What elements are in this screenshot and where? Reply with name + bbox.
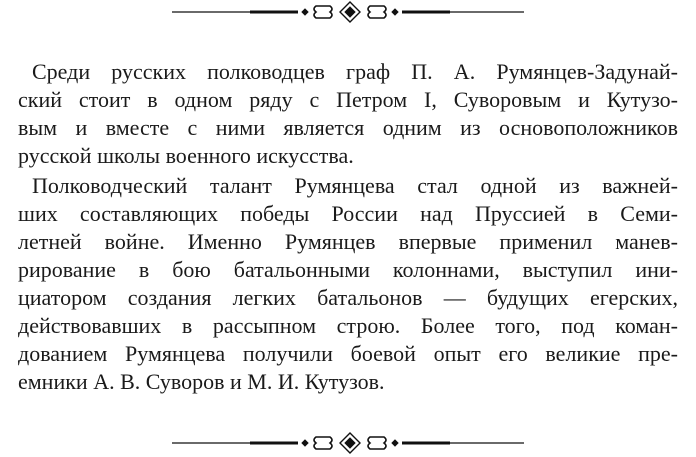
text-line: рирование в бою батальонными колоннами, выступил ини- bbox=[18, 257, 678, 282]
text-line: Среди русских полководцев граф П. А. Румянцев-Задунай- bbox=[32, 59, 678, 84]
paragraph-1 bbox=[18, 58, 678, 170]
text-line: емники А. В. Суворов и М. И. Кутузов. bbox=[18, 369, 385, 394]
text-line: дованием Румянцева получили боевой опыт его великие пре- bbox=[18, 341, 678, 366]
text-line: Полководческий талант Румянцева стал одной из важней- bbox=[32, 173, 678, 198]
top-ornament-divider bbox=[160, 0, 540, 24]
text-line: ский стоит в одном ряду с Петром I, Суворовым и Кутузо- bbox=[18, 87, 678, 112]
text-line: ших составляющих победы России над Пруссией в Семи- bbox=[18, 201, 678, 226]
text-line: действовавших в рассыпном строю. Более того, под коман- bbox=[18, 313, 678, 338]
ornament-icon bbox=[172, 433, 524, 453]
paragraph-2 bbox=[18, 172, 678, 396]
ornament-icon bbox=[172, 2, 524, 22]
text-line: русской школы военного искусства. bbox=[18, 143, 354, 168]
bottom-ornament-divider bbox=[160, 431, 540, 455]
text-line: летней войне. Именно Румянцев впервые применил манев- bbox=[18, 229, 678, 254]
text-line: циатором создания легких батальонов — будущих егерских, bbox=[18, 285, 678, 310]
text-line: вым и вместе с ними является одним из основоположников bbox=[18, 115, 678, 140]
